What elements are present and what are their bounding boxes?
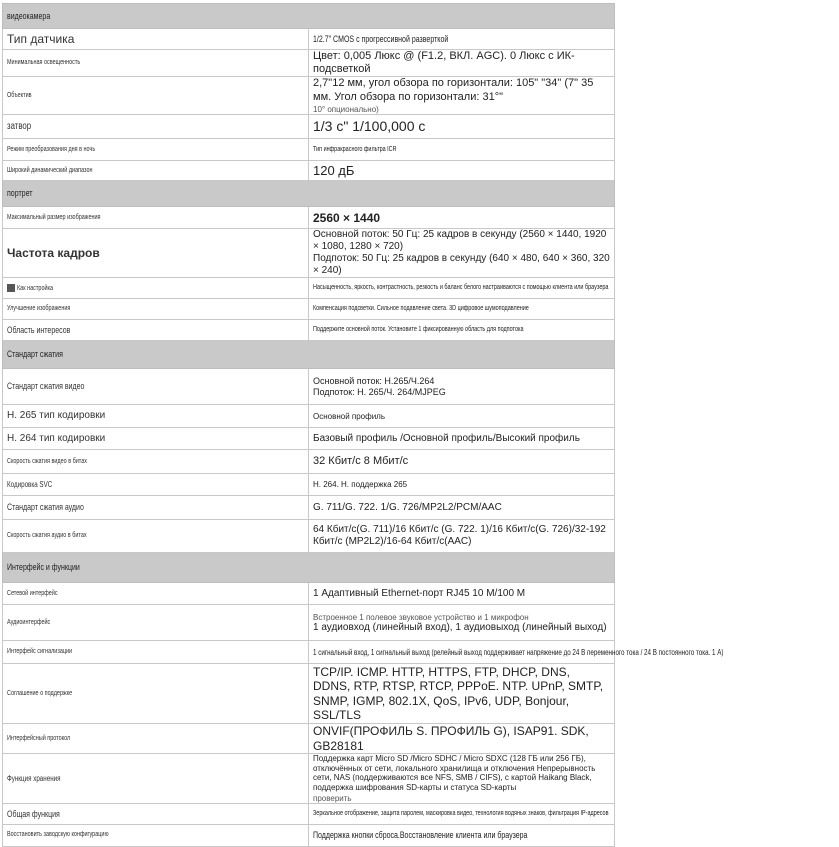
spec-table [2,3,724,847]
spec-label: Кодировка SVC [7,480,53,490]
spec-row-interface-protocol [3,724,615,754]
spec-label: Широкий динамический диапазон [7,166,93,174]
spec-row-shutter [3,115,615,139]
spec-label: Скорость сжатия аудио в битах [7,532,87,540]
spec-value: 2,7"12 мм, угол обзора по горизонтали: 105" "34" (7" 35 мм. Угол обзора по горизонтали: 31°" [313,77,594,103]
spec-row-general-functions [3,804,615,825]
spec-row-audio-bitrate [3,520,615,553]
spec-label: Минимальная освещенность [7,58,81,66]
spec-value: Компенсация подсветки. Сильное подавление света. 3D цифровое шумоподавление [313,305,529,313]
spec-row-max-resolution [3,207,615,229]
section-header-image [3,181,615,207]
section-header-compression [3,341,615,369]
spec-row-factory-reset [3,825,615,847]
spec-row-protocols [3,664,615,724]
spec-row-roi [3,320,615,341]
spec-label: Интерфейсный протокол [7,734,71,742]
spec-row-network-interface [3,583,615,605]
spec-row-lens [3,77,615,115]
section-header-camera [3,4,615,29]
spec-value: Поддержка кнопки сброса.Восстановление клиента или браузера [313,830,528,841]
spec-row-sensor-type [3,29,615,50]
spec-value: Н. 264. Н. поддержка 265 [309,474,615,496]
spec-row-svc [3,474,615,496]
spec-label: Режим преобразования дня в ночь [7,145,96,153]
spec-value: 1/3 с" 1/100,000 с [309,115,615,139]
spec-value: 2560 × 1440 [309,207,615,229]
spec-label: Как настройка [17,284,54,292]
spec-value: Поддержите основной поток. Установите 1 фиксированную область для подпотока [313,326,524,334]
spec-row-image-settings [3,278,615,299]
spec-value: 32 Кбит/с 8 Мбит/с [309,450,615,474]
spec-label: Функция хранения [7,773,61,783]
spec-label: Интерфейс сигнализации [7,648,73,656]
spec-value: Базовый профиль /Основной профиль/Высокий профиль [309,428,615,450]
spec-row-h264-type [3,428,615,450]
settings-icon [7,284,15,292]
section-title: видеокамера [7,10,51,21]
spec-row-frame-rate [3,229,615,278]
spec-label: Стандарт сжатия видео [7,381,85,392]
spec-label: Область интересов [7,324,71,335]
spec-value: G. 711/G. 722. 1/G. 726/MP2L2/PCM/AAC [309,496,615,520]
spec-row-wdr [3,161,615,181]
spec-label: Объектив [7,91,32,99]
spec-value: 64 Кбит/с(G. 711)/16 Кбит/с (G. 722. 1)/16 Кбит/с(G. 726)/32-192 Кбит/с (MP2L2)/16-64 Кбит/с(AAC) [309,520,615,553]
spec-value: Тип инфракрасного фильтра ICR [313,145,397,153]
spec-value: ONVIF(ПРОФИЛЬ S. ПРОФИЛЬ G), ISAP91. SDK, GB28181 [309,724,615,754]
spec-label: H. 265 тип кодировки [3,405,309,428]
spec-value-note: проверить [313,793,352,803]
spec-value-note: 10° опционально) [313,104,379,114]
spec-value: Насыщенность, яркость, контрастность, резкость и баланс белого настраиваются с помощью клиента или браузера [313,284,609,292]
spec-value-line2: Подпоток: Н. 265/Ч. 264/MJPEG [313,386,446,397]
spec-row-image-enhancement [3,299,615,320]
spec-row-video-bitrate [3,450,615,474]
spec-label: Соглашение о поддержке [7,689,73,697]
spec-value: Зеркальное отображение, защита паролем, маскировка видео, технология водяных знаков, фильтрация IP-адресов [313,809,609,817]
spec-value: Основной профиль [309,405,615,428]
spec-label: Общая функция [7,808,60,819]
spec-label: Скорость сжатия видео в битах [7,457,88,465]
spec-row-storage [3,754,615,804]
section-header-interfaces [3,553,615,583]
spec-value: Основной поток: 50 Гц: 25 кадров в секунду (2560 × 1440, 1920 × 1080, 1280 × 720) [313,229,607,253]
spec-row-min-illumination [3,50,615,77]
spec-value: 1/2.7" CMOS с прогрессивной разверткой [313,33,449,44]
spec-label: H. 264 тип кодировки [3,428,309,450]
spec-row-video-compression [3,369,615,405]
spec-value: Основной поток: H.265/Ч.264 [313,376,435,387]
spec-row-h265-type [3,405,615,428]
spec-row-audio-interface [3,605,615,641]
spec-label: Аудиоинтерфейс [7,618,51,626]
spec-label: Сетевой интерфейс [7,589,58,597]
spec-value: TCP/IP. ICMP. HTTP, HTTPS, FTP, DHCP, DNS, DDNS, RTP, RTSP, RTCP, PPPoE. NTP. UPnP, SMTP, SNMP, IGMP, 802.1X, QoS, IPv6, UDP, Bonjour, SSL/TLS [309,664,615,724]
spec-value: Цвет: 0,005 Люкс @ (F1.2, ВКЛ. AGC). 0 Люкс с ИК-подсветкой [309,50,615,77]
spec-row-alarm-interface [3,641,615,664]
spec-value: 120 дБ [309,161,615,181]
spec-label: Стандарт сжатия аудио [7,502,84,513]
spec-value-note: Встроенное 1 полевое звуковое устройство и 1 микрофон [313,612,529,622]
spec-value: Поддержка карт Micro SD /Micro SDHC / Micro SDXC (128 ГБ или 256 ГБ), отключённых от сети, локального хранилища и отключения Непрерывность сети, NAS (поддерживаются все NFS, SMB / CIFS), с картой Haikang Black, поддержка шифрования SD-карты и статуса SD-карты [313,754,596,792]
section-title: Интерфейс и функции [7,562,80,573]
spec-label: Улучшение изображения [7,305,71,313]
spec-label: Максимальный размер изображения [7,213,101,221]
spec-label: Частота кадров [3,229,309,278]
spec-value-line2: Подпоток: 50 Гц: 25 кадров в секунду (640 × 480, 640 × 360, 320 × 240) [313,253,610,277]
spec-value: 1 аудиовход (линейный вход), 1 аудиовыход (линейный выход) [313,622,607,634]
spec-value: 1 Адаптивный Ethernet-порт RJ45 10 M/100 M [309,583,615,605]
spec-row-day-night [3,139,615,161]
section-title: портрет [7,188,33,199]
spec-value: 1 сигнальный вход, 1 сигнальный выход (релейный выход поддерживает напряжение до 24 В переменного тока / 24 В постоянного тока. 1 A) [313,647,724,657]
spec-label: Восстановить заводскую конфигурацию [7,831,109,839]
section-title: Стандарт сжатия [7,349,63,360]
spec-row-audio-compression [3,496,615,520]
spec-label: Тип датчика [3,29,309,50]
spec-label: затвор [7,120,32,132]
